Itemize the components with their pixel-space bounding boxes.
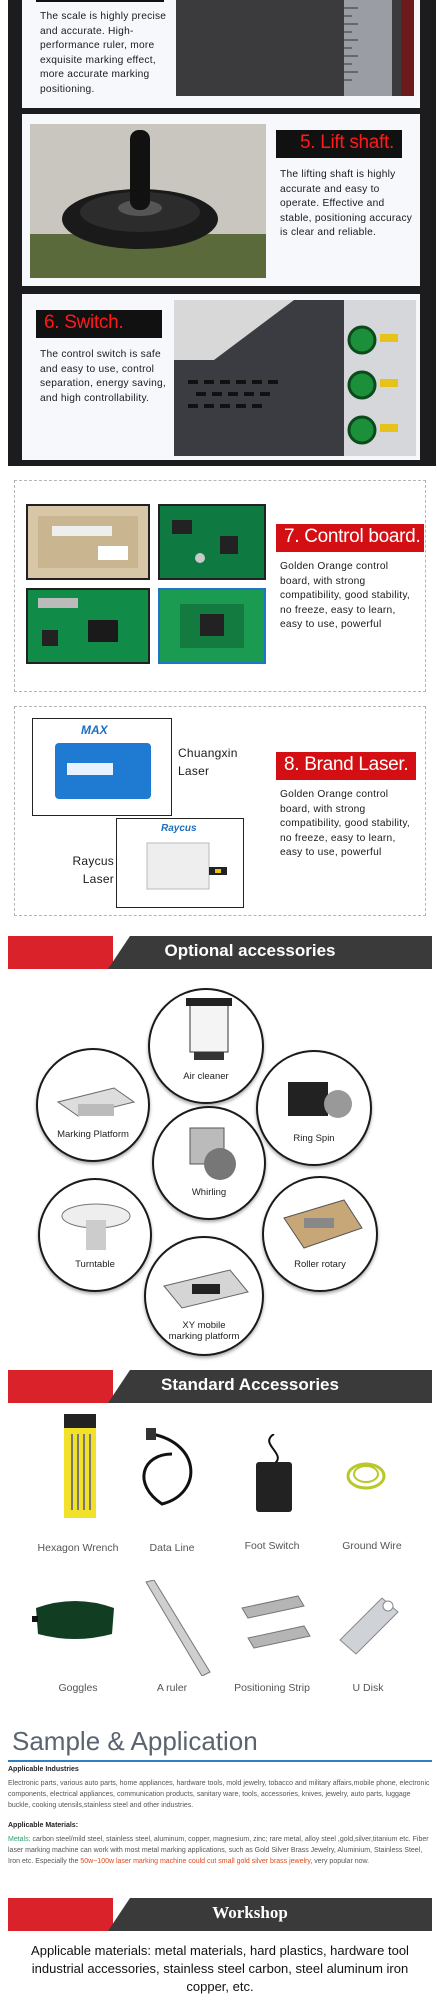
- max-laser-photo: [32, 718, 172, 816]
- data-line-label: Data Line: [149, 1542, 195, 1554]
- sample-divider: [8, 1760, 432, 1762]
- industries-text: Electronic parts, various auto parts, home appliances, hardware tools, mold jewelry, tobacco and military affairs,mobile phone, electronic components, electrical appliances, communication products, sanitary ware, tools, accessories, knives, jewelry, auto parts, luggage buckle, cooking utensils,stainless steel and other industries.: [8, 1780, 430, 1809]
- lift-title: 5. Lift shaft.: [276, 130, 402, 158]
- u-disk-label: U Disk: [352, 1682, 384, 1694]
- whirling-item: [152, 1106, 266, 1220]
- goggles-image: [32, 1594, 118, 1648]
- turntable-item: [38, 1178, 152, 1292]
- hexagon-wrench-label: Hexagon Wrench: [37, 1542, 119, 1554]
- brand-laser-title: 8. Brand Laser.: [276, 752, 416, 780]
- ground-wire-label: Ground Wire: [342, 1540, 402, 1552]
- lift-description: The lifting shaft is highly accurate and easy to operate. Effective and stable, positioning accuracy is clear and reliable.: [280, 169, 413, 238]
- roller-rotary-label: Roller rotary: [294, 1258, 346, 1270]
- chuangxin-label: Chuangxin Laser: [178, 746, 238, 778]
- sample-application-title: Sample & Application: [12, 1726, 258, 1756]
- ring-spin-item: [256, 1050, 372, 1166]
- ground-wire-image: [340, 1446, 392, 1506]
- foot-switch-label: Foot Switch: [244, 1540, 300, 1552]
- control-board-photo-3: [26, 588, 150, 664]
- positioning-strip-label: Positioning Strip: [234, 1682, 310, 1694]
- control-board-photo-4: [158, 588, 266, 664]
- workshop-banner: [8, 1898, 432, 1931]
- control-board-photo-1: [26, 504, 150, 580]
- air-cleaner-item: [148, 988, 264, 1104]
- control-board-description: Golden Orange control board, with strong compatibility, good stability, no freeze, easy to learn, easy to use, powerful: [280, 561, 410, 630]
- control-board-title: 7. Control board.: [276, 524, 424, 552]
- marking-platform-label: Marking Platform: [57, 1129, 129, 1141]
- max-logo: MAX: [81, 723, 108, 737]
- switch-illustration: [174, 300, 416, 456]
- whirling-label: Whirling: [191, 1187, 227, 1199]
- raycus-laser-photo: [116, 818, 244, 908]
- optional-accessories-banner: [8, 936, 432, 969]
- air-cleaner-label: Air cleaner: [183, 1070, 229, 1082]
- ring-spin-label: Ring Spin: [293, 1132, 335, 1144]
- ruler-image: [140, 1580, 214, 1676]
- scale-ruler-photo: [176, 0, 414, 96]
- marking-platform-item: [36, 1048, 150, 1162]
- materials-text-part-1: carbon steel/mild steel, stainless steel, aluminum, copper, magnesium, zinc; rare metal, alloy steel ,gold,silver,titanium etc. Fiber laser marking machine can work with most metal marking applications, such as Gold Silver Brass Jewelry, Aluminium, Stainless Steel, Iron etc. Especially the: [8, 1836, 429, 1865]
- xy-mobile-platform-label: XY mobile marking platform: [168, 1320, 240, 1343]
- turntable-label: Turntable: [75, 1259, 115, 1271]
- ruler-illustration: [176, 0, 414, 96]
- control-board-photo-2: [158, 504, 266, 580]
- raycus-logo: Raycus: [161, 823, 197, 834]
- xy-mobile-platform-item: [144, 1236, 264, 1356]
- metals-label: Metals:: [8, 1836, 31, 1843]
- roller-rotary-item: [262, 1176, 378, 1292]
- materials-text: [8, 1834, 432, 1867]
- materials-highlight: 50w~100w laser marking machine could cut small gold silver brass jewelry: [80, 1858, 311, 1865]
- raycus-label: Raycus Laser: [72, 854, 114, 886]
- ruler-label: A ruler: [156, 1682, 188, 1694]
- workshop-description: Applicable materials: metal materials, hard plastics, hardware tool industrial accessories, stainless steel carbon, steel aluminum iron copper, etc.: [31, 1943, 409, 1994]
- lift-shaft-photo: [30, 124, 266, 278]
- hexagon-wrench-image: [58, 1414, 104, 1524]
- u-disk-image: [334, 1592, 404, 1660]
- switch-panel-photo: [174, 300, 416, 456]
- handwheel-illustration: [30, 124, 266, 278]
- switch-title: 6. Switch.: [36, 310, 162, 338]
- scale-description: The scale is highly precise and accurate. High-performance ruler, more exquisite marking effect, more accurate marking positioning.: [40, 11, 167, 95]
- goggles-label: Goggles: [58, 1682, 98, 1694]
- data-line-image: [132, 1424, 212, 1514]
- optional-accessories-title: Optional accessories: [164, 941, 336, 960]
- industries-heading: Applicable Industries: [8, 1766, 79, 1773]
- standard-accessories-title: Standard Accessories: [161, 1375, 339, 1394]
- materials-text-part-2: , very popular now.: [310, 1858, 370, 1865]
- standard-accessories-banner: [8, 1370, 432, 1403]
- positioning-strip-image: [238, 1594, 314, 1660]
- foot-switch-image: [248, 1434, 300, 1514]
- switch-description: The control switch is safe and easy to use, control separation, energy saving, and high controllability.: [40, 349, 166, 404]
- brand-laser-description: Golden Orange control board, with strong compatibility, good stability, no freeze, easy to learn, easy to use, powerful: [280, 789, 410, 858]
- workshop-title: Workshop: [212, 1903, 288, 1922]
- scale-title-strip: [36, 0, 164, 2]
- materials-heading: Applicable Materials:: [8, 1822, 79, 1829]
